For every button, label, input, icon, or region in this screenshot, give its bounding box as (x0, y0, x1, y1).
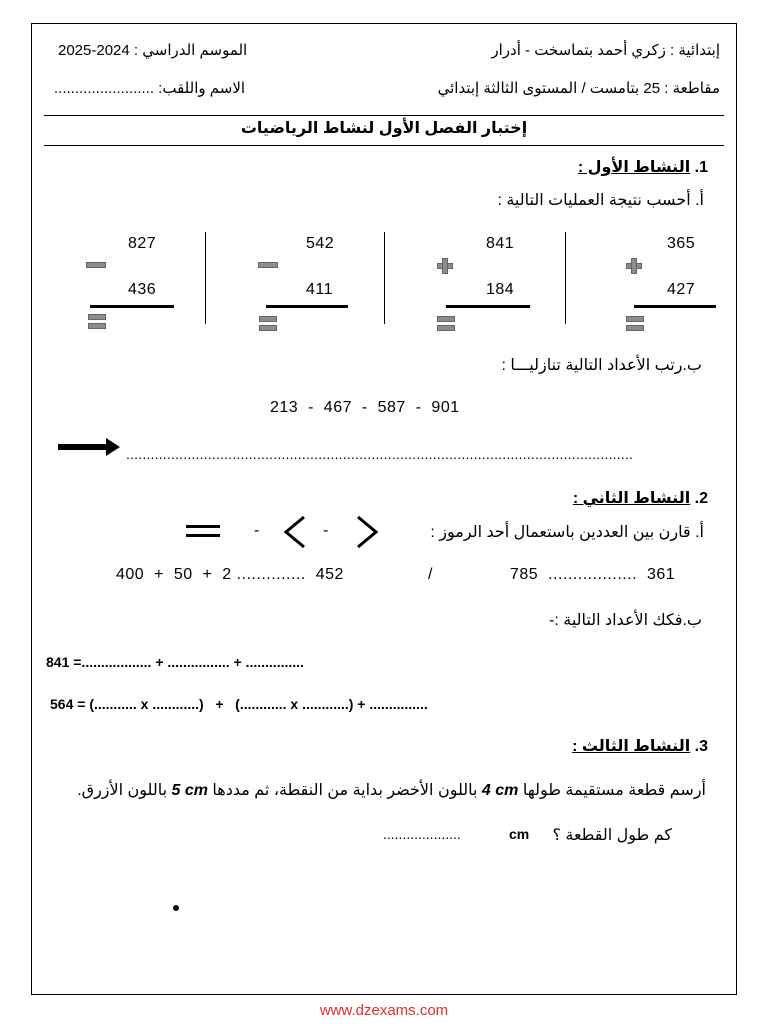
op2-top: 542 (306, 235, 335, 252)
activity1-part-a: أ. أحسب نتيجة العمليات التالية : (497, 192, 704, 209)
exam-title: إختبار الفصل الأول لنشاط الرياضيات (240, 120, 528, 137)
activity3-question: كم طول القطعة ؟ (552, 827, 672, 844)
length-5cm: 5 cm (171, 782, 208, 799)
op3-bottom: 184 (486, 281, 515, 298)
compare-left: 400 + 50 + 2 .............. 452 (116, 566, 344, 583)
length-4cm: 4 cm (481, 782, 519, 799)
less-than-icon (282, 514, 308, 550)
unit-cm: cm (509, 826, 530, 842)
minus-icon (258, 262, 278, 268)
equals-icon (437, 316, 455, 322)
op1-bottom: 436 (128, 281, 157, 298)
op1-top: 827 (128, 235, 157, 252)
activity1-heading: 1. النشاط الأول : (577, 159, 708, 176)
footer-site[interactable]: www.dzexams.com (319, 1002, 449, 1019)
op3-result-line (446, 305, 530, 308)
equals-icon (626, 325, 644, 331)
minus-icon (86, 262, 106, 268)
op1-result-line (90, 305, 174, 308)
equals-icon (88, 323, 106, 329)
symbol-separator: - (254, 522, 260, 539)
activity2-heading: 2. النشاط الثاني : (572, 490, 708, 507)
district-level: مقاطعة : 25 بتامست / المستوى الثالثة إبتدائي (437, 80, 720, 97)
equals-sign-icon (184, 522, 222, 540)
activity3-instruction: أرسم قطعة مستقيمة طولها 4 cm باللون الأخضر بداية من النقطة، ثم مددها 5 cm باللون الأزرق. (77, 782, 706, 799)
op2-result-line (266, 305, 348, 308)
equals-icon (88, 314, 106, 320)
symbol-separator: - (323, 522, 329, 539)
op4-result-line (634, 305, 716, 308)
decomposition-564[interactable]: 564 = (........... x ............) + (............ x ............) + ............... (50, 696, 428, 712)
equals-icon (626, 316, 644, 322)
op4-bottom: 427 (667, 281, 696, 298)
activity1-part-b: ب.رتب الأعداد التالية تنازليـــا : (501, 357, 702, 374)
answer-line[interactable]: ............................................................................................................................ (126, 446, 634, 462)
plus-icon (437, 258, 453, 274)
op-divider (384, 232, 385, 324)
number-sequence: 213 - 467 - 587 - 901 (270, 399, 460, 416)
equals-icon (259, 325, 277, 331)
activity3-heading: 3. النشاط الثالث : (572, 738, 708, 755)
op-divider (565, 232, 566, 324)
equals-icon (437, 325, 455, 331)
greater-than-icon (354, 514, 380, 550)
op3-top: 841 (486, 235, 515, 252)
op4-top: 365 (667, 235, 696, 252)
activity2-part-a: أ. قارن بين العددين باستعمال أحد الرموز : (430, 524, 704, 541)
school-name: إبتدائية : زكري أحمد بتماسخت - أدرار (491, 42, 720, 59)
start-point-dot (173, 905, 179, 911)
title-top-rule (44, 115, 724, 116)
op-divider (205, 232, 206, 324)
compare-right: 785 .................. 361 (510, 566, 676, 583)
arrow-right-icon (58, 437, 122, 457)
school-season: الموسم الدراسي : 2024-2025 (58, 42, 248, 59)
activity2-part-b: ب.فكك الأعداد التالية :- (549, 612, 702, 629)
title-bottom-rule (44, 145, 724, 146)
student-name-field[interactable]: الاسم واللقب: ........................ (54, 80, 246, 97)
equals-icon (259, 316, 277, 322)
length-answer[interactable]: .................... (383, 826, 461, 842)
op2-bottom: 411 (306, 281, 334, 298)
decomposition-841[interactable]: 841 =.................. + ................ + ............... (46, 654, 304, 670)
compare-separator: / (428, 566, 433, 583)
plus-icon (626, 258, 642, 274)
